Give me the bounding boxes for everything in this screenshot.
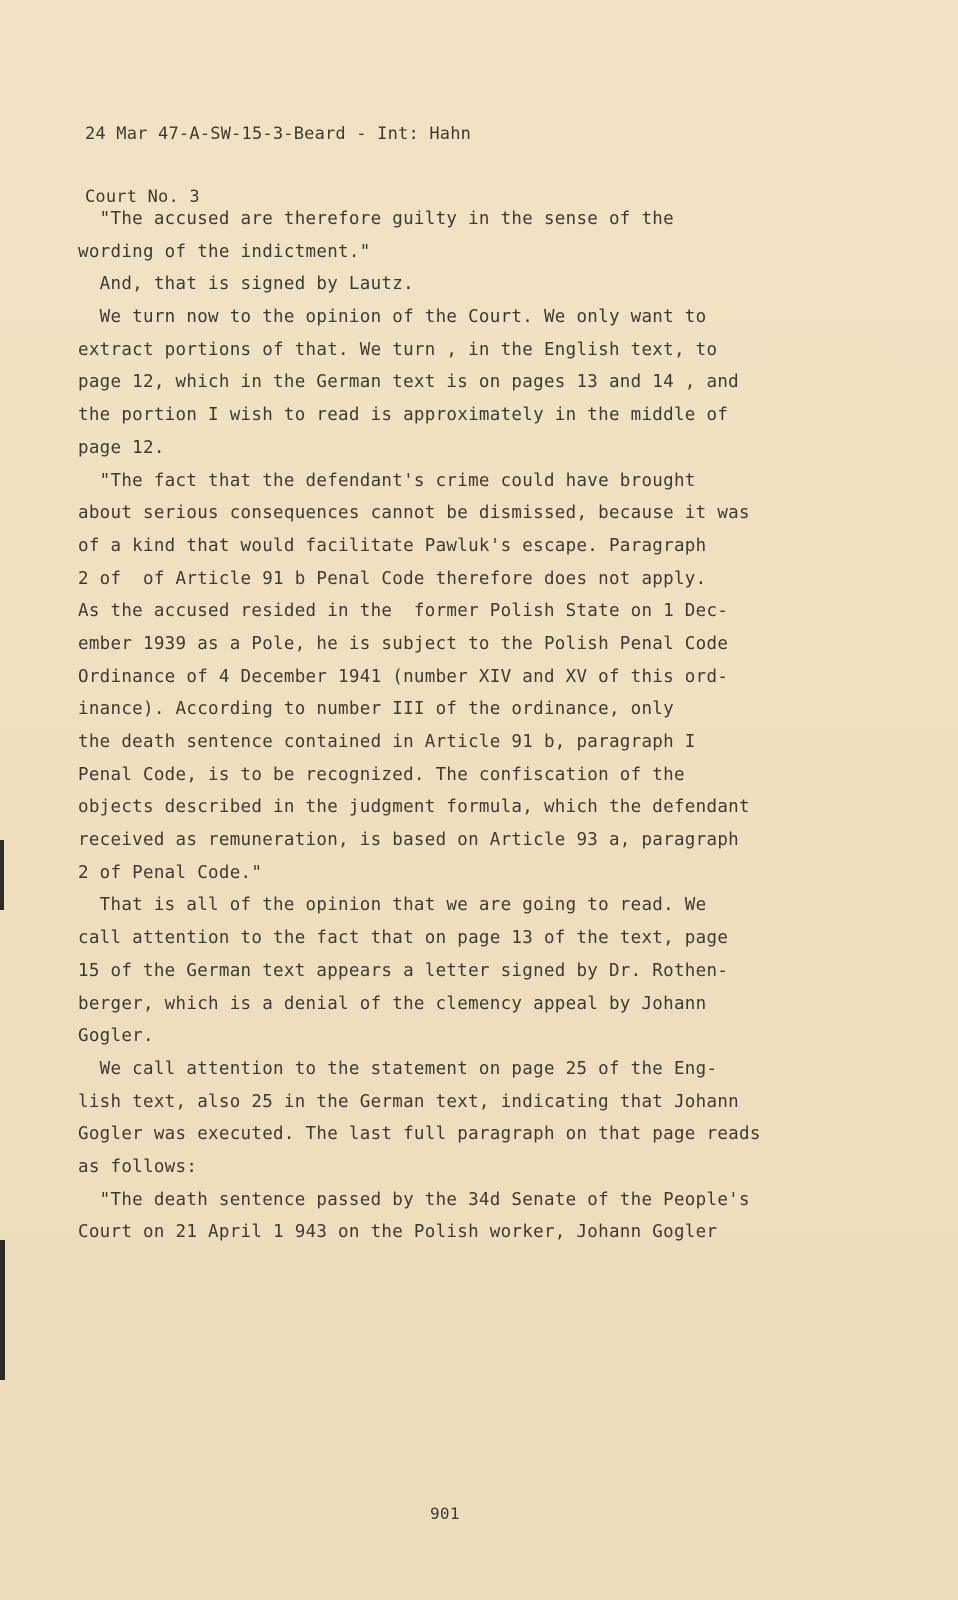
text-line: page 12, which in the German text is on pages 13 and 14 , and <box>78 372 739 393</box>
document-body <box>78 203 878 1249</box>
page-number: 901 <box>430 1504 460 1523</box>
text-line: page 12. <box>78 437 165 458</box>
text-line: the death sentence contained in Article 91 b, paragraph I <box>78 732 696 752</box>
text-line: Gogler. <box>78 1026 154 1047</box>
text-line: 15 of the German text appears a letter signed by Dr. Rothen- <box>78 960 729 981</box>
text-line: And, that is signed by Lautz. <box>78 274 414 295</box>
text-line: Gogler was executed. The last full paragraph on that page reads <box>78 1124 761 1145</box>
text-line: Court on 21 April 1 943 on the Polish worker, Johann Gogler <box>78 1222 718 1243</box>
text-line: as follows: <box>78 1156 198 1177</box>
text-line: "The fact that the defendant's crime could have brought <box>78 470 696 491</box>
text-line: As the accused resided in the former Polish State on 1 Dec- <box>78 601 729 622</box>
text-line: "The accused are therefore guilty in the sense of the <box>78 209 674 229</box>
text-line: berger, which is a denial of the clemency appeal by Johann <box>78 993 707 1014</box>
text-line: "The death sentence passed by the 34d Senate of the People's <box>78 1189 750 1210</box>
text-line: objects described in the judgment formula, which the defendant <box>78 797 750 818</box>
left-edge-binding-mark <box>0 840 4 910</box>
text-line: That is all of the opinion that we are going to read. We <box>78 895 707 916</box>
text-line: of a kind that would facilitate Pawluk's escape. Paragraph <box>78 535 707 556</box>
text-line: about serious consequences cannot be dismissed, because it was <box>78 503 750 524</box>
text-line: extract portions of that. We turn , in the English text, to <box>78 339 718 360</box>
text-line: ember 1939 as a Pole, he is subject to the Polish Penal Code <box>78 633 729 654</box>
text-line: inance). According to number III of the ordinance, only <box>78 699 674 720</box>
left-edge-binding-mark <box>0 1240 5 1380</box>
text-line: We turn now to the opinion of the Court. We only want to <box>78 307 707 328</box>
header-reference-line: 24 Mar 47-A-SW-15-3-Beard - Int: Hahn <box>85 124 472 144</box>
text-line: 2 of Penal Code." <box>78 862 263 883</box>
text-line: wording of the indictment." <box>78 241 371 262</box>
text-line: Ordinance of 4 December 1941 (number XIV and XV of this ord- <box>78 666 729 687</box>
text-line: call attention to the fact that on page 13 of the text, page <box>78 928 729 949</box>
text-line: Penal Code, is to be recognized. The confiscation of the <box>78 764 685 785</box>
text-line: We call attention to the statement on page 25 of the Eng- <box>78 1058 718 1079</box>
text-line: 2 of of Article 91 b Penal Code therefore does not apply. <box>78 568 707 589</box>
text-line: the portion I wish to read is approximately in the middle of <box>78 405 729 426</box>
text-line: lish text, also 25 in the German text, indicating that Johann <box>78 1091 739 1112</box>
header-court-line: Court No. 3 <box>85 187 200 207</box>
text-line: received as remuneration, is based on Article 93 a, paragraph <box>78 830 739 851</box>
